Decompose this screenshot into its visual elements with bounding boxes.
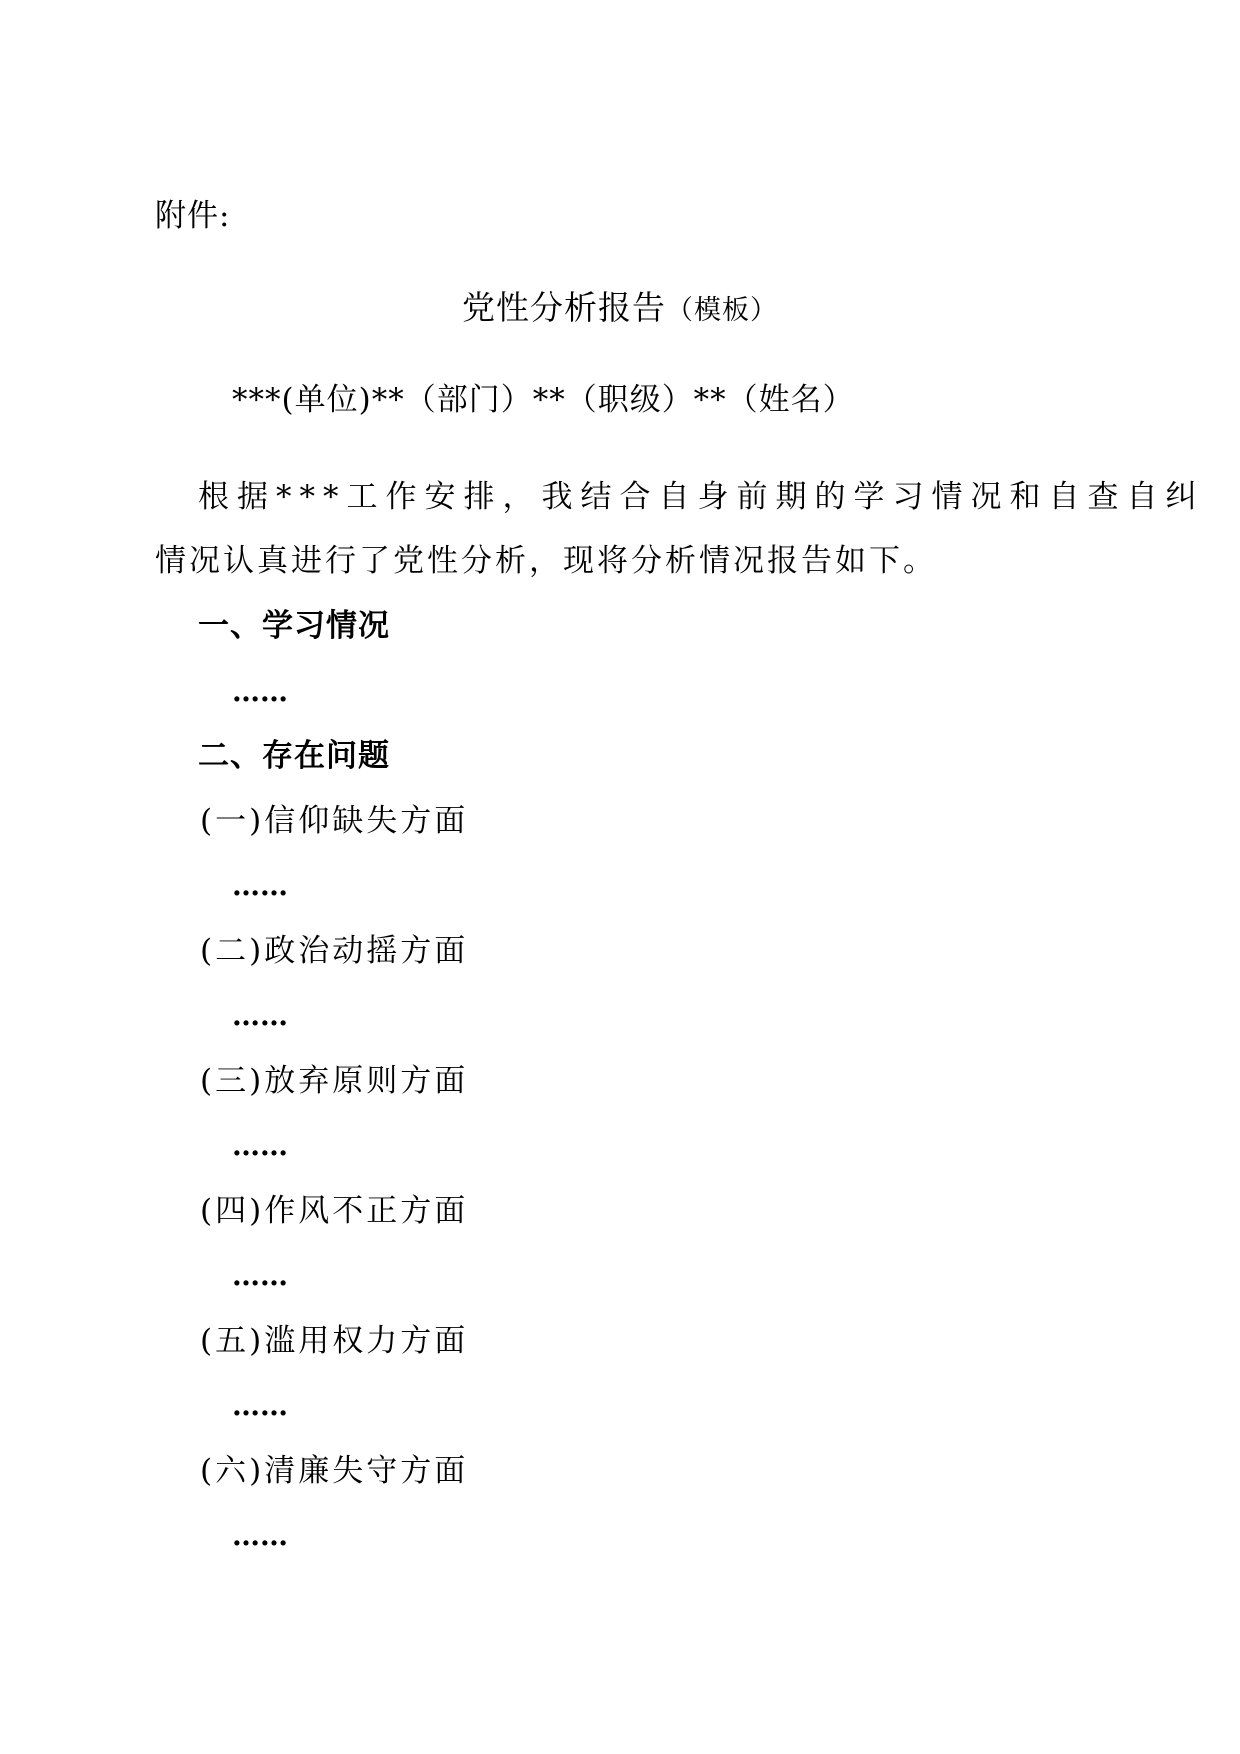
section-placeholder-study: …… [232, 675, 288, 708]
problem-item-integrity: (六)清廉失守方面 [200, 1453, 469, 1489]
section-heading-problems: 二、存在问题 [198, 738, 390, 774]
document-title-main: 党性分析报告 [462, 288, 666, 327]
problem-item-political: (二)政治动摇方面 [200, 933, 469, 969]
problem-placeholder-integrity: …… [232, 1519, 288, 1552]
signature-line: ***(单位)**（部门）**（职级）**（姓名） [232, 382, 855, 418]
document-title-suffix: （模板） [666, 295, 778, 326]
section-heading-study: 一、学习情况 [198, 608, 390, 644]
problem-placeholder-belief: …… [232, 869, 288, 902]
problem-item-principle: (三)放弃原则方面 [200, 1063, 469, 1099]
attachment-label: 附件: [155, 198, 231, 234]
problem-placeholder-conduct: …… [232, 1259, 288, 1292]
intro-paragraph-line-1: 根据***工作安排，我结合自身前期的学习情况和自查自纠 [198, 479, 1205, 515]
document-title [0, 288, 1240, 331]
problem-item-power: (五)滥用权力方面 [200, 1323, 469, 1359]
problem-item-belief: (一)信仰缺失方面 [200, 803, 469, 839]
intro-paragraph-line-2: 情况认真进行了党性分析，现将分析情况报告如下。 [155, 543, 937, 579]
problem-placeholder-political: …… [232, 999, 288, 1032]
problem-item-conduct: (四)作风不正方面 [200, 1193, 469, 1229]
problem-placeholder-principle: …… [232, 1129, 288, 1162]
problem-placeholder-power: …… [232, 1389, 288, 1422]
